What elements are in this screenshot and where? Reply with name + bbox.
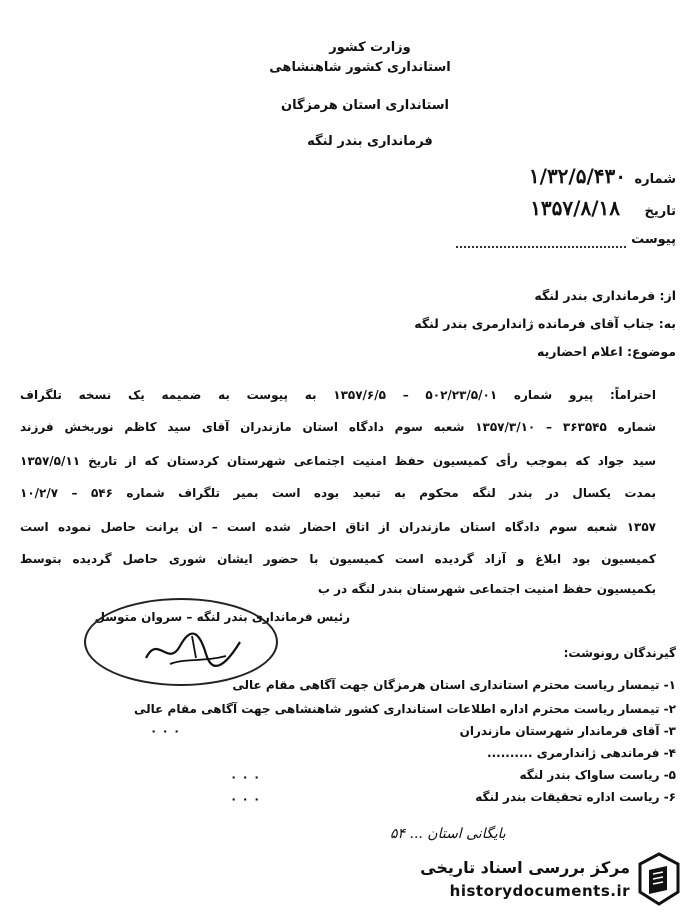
date-value: ۱۳۵۷/۸/۱۸ [530, 196, 620, 220]
date-label: تاریخ [644, 204, 676, 219]
body-line: شماره ۳۶۳۵۴۵ – ۱۳۵۷/۳/۱۰ شعبه سوم دادگاه استان مازندران آقای سید کاظم نوربخش فرزند [20, 420, 656, 434]
body-line: سید جواد که بموجب رأی کمیسیون حفظ امنیت اجتماعی شهرستان کردستان که از تاریخ ۱۳۵۷/۵/۱۱ [20, 454, 656, 468]
body-line: ۱۳۵۷ شعبه سوم دادگاه استان مازندران از اتاق احضار شده است – ان یرانت حاصل نموده است [20, 520, 656, 534]
attachment-label: پیوست [631, 232, 676, 247]
watermark-url: historydocuments.ir [449, 882, 630, 900]
cc-item: ۴- فرماندهی ژاندارمری .......... [487, 746, 676, 760]
province-governorate-title: استانداری استان هرمزگان [280, 98, 450, 113]
cc-item: ۳- آقای فرماندار شهرستان مازندران [459, 724, 676, 738]
signature-line: رئیس فرمانداری بندر لنگه – سروان متوسل [94, 610, 350, 624]
cc-dots: ٠ ٠ ٠ [150, 724, 181, 738]
body-line: بمدت یکسال در بندر لنگه محکوم به تبعید بوده است بمیر تلگراف شماره ۵۴۶ – ۱۰/۲/۷ [20, 486, 656, 500]
body-line: احتراماً: پیرو شماره ۵۰۲/۲۳/۵/۰۱ – ۱۳۵۷/۶/۵ به پیوست به ضمیمه یک نسخه تلگراف [20, 388, 656, 402]
handwritten-note: بایگانی استان ... ۵۴ [390, 826, 506, 842]
document-logo-icon [636, 852, 682, 906]
subject-line: موضوع: اعلام احضاریه [537, 344, 676, 359]
ministry-title: وزارت کشور [329, 40, 411, 55]
cc-dots: ٠ ٠ ٠ [230, 792, 261, 806]
attachment-line [456, 246, 626, 248]
cc-heading: گیرندگان رونوشت: [563, 646, 676, 660]
city-governorate-title: فرمانداری بندر لنگه [307, 134, 433, 149]
cc-item: ۶- ریاست اداره تحقیقات بندر لنگه [475, 790, 676, 804]
signature-scribble [140, 628, 250, 672]
cc-item: ۵- ریاست ساواک بندر لنگه [519, 768, 676, 782]
cc-item: ۲- تیمسار ریاست محترم اداره اطلاعات استانداری کشور شاهنشاهی جهت آگاهی مقام عالی [134, 702, 676, 716]
body-line: کمیسیون بود ابلاغ و آزاد گردیده است کمیسیون با حضور ایشان شوری حاصل گردیده بتوسط [20, 552, 656, 566]
watermark-name: مرکز بررسی اسناد تاریخی [420, 858, 630, 877]
from-line: از: فرمانداری بندر لنگه [534, 288, 676, 303]
governorate-general-title: استانداری کشور شاهنشاهی [269, 60, 451, 75]
to-line: به: جناب آقای فرمانده ژاندارمری بندر لنگه [414, 316, 676, 331]
cc-item: ۱- تیمسار ریاست محترم استانداری استان هرمزگان جهت آگاهی مقام عالی [232, 678, 676, 692]
body-line: بکمیسیون حفظ امنیت اجتماعی شهرستان بندر لنگه در ب [317, 582, 656, 596]
number-label: شماره [634, 172, 676, 187]
cc-dots: ٠ ٠ ٠ [230, 770, 261, 784]
number-value: ۱/۳۲/۵/۴۳۰ [528, 164, 626, 188]
